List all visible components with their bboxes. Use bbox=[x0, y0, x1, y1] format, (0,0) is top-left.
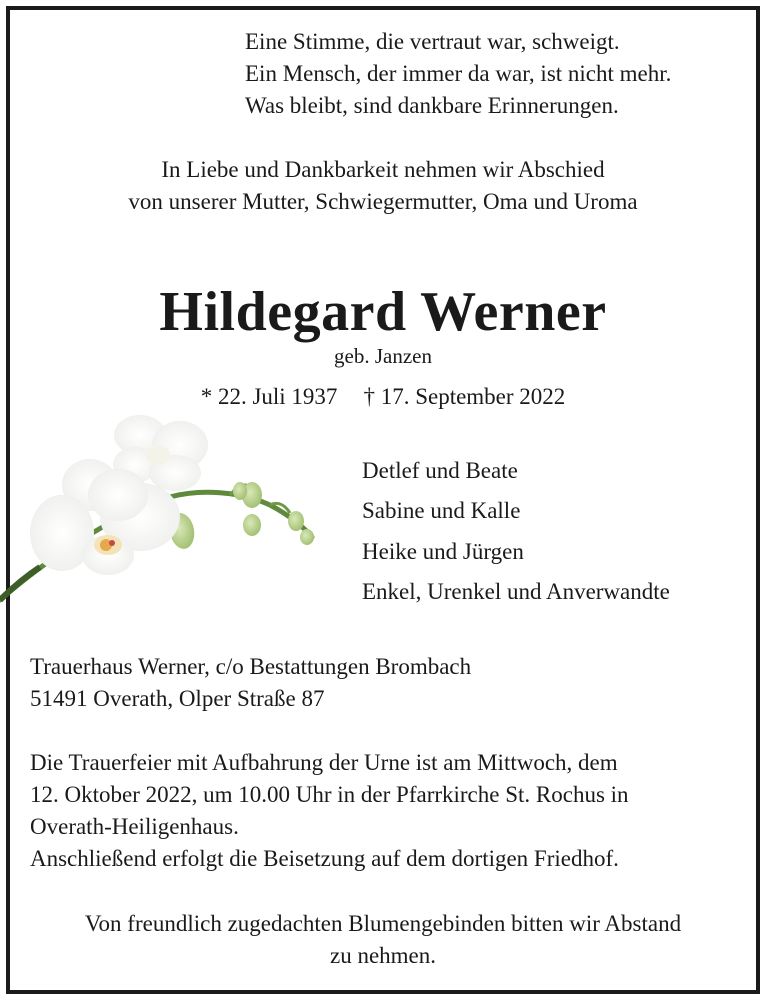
poem-line-3: Was bleibt, sind dankbare Erinnerungen. bbox=[245, 93, 619, 118]
poem-line-2: Ein Mensch, der immer da war, ist nicht mehr. bbox=[245, 61, 672, 86]
maiden-name: geb. Janzen bbox=[334, 344, 432, 368]
ceremony-line-1: Die Trauerfeier mit Aufbahrung der Urne ist am Mittwoch, dem bbox=[30, 750, 618, 775]
intro-line-2: von unserer Mutter, Schwiegermutter, Oma und Uroma bbox=[128, 189, 638, 214]
ceremony-line-2: 12. Oktober 2022, um 10.00 Uhr in der Pfarrkirche St. Rochus in bbox=[30, 782, 629, 807]
closing-line-2: zu nehmen. bbox=[329, 943, 436, 968]
birth-date: * 22. Juli 1937 bbox=[200, 384, 338, 409]
ceremony-line-3: Overath-Heiligenhaus. bbox=[30, 814, 239, 839]
mourner-3: Heike und Jürgen bbox=[362, 539, 524, 564]
deceased-name: Hildegard Werner bbox=[159, 281, 607, 343]
intro-line-1: In Liebe und Dankbarkeit nehmen wir Abschied bbox=[161, 157, 605, 182]
mourner-4: Enkel, Urenkel und Anverwandte bbox=[362, 579, 670, 604]
death-date: † 17. September 2022 bbox=[363, 384, 566, 409]
closing-line-1: Von freundlich zugedachten Blumengebinden bitten wir Abstand bbox=[84, 911, 682, 936]
mourner-2: Sabine und Kalle bbox=[362, 498, 521, 523]
ceremony-line-4: Anschließend erfolgt die Beisetzung auf dem dortigen Friedhof. bbox=[30, 846, 619, 871]
address-line-1: Trauerhaus Werner, c/o Bestattungen Brombach bbox=[30, 654, 472, 679]
orchid-flower-image bbox=[0, 405, 330, 605]
mourner-1: Detlef und Beate bbox=[362, 458, 518, 483]
poem-line-1: Eine Stimme, die vertraut war, schweigt. bbox=[245, 29, 620, 54]
address-line-2: 51491 Overath, Olper Straße 87 bbox=[30, 686, 325, 711]
